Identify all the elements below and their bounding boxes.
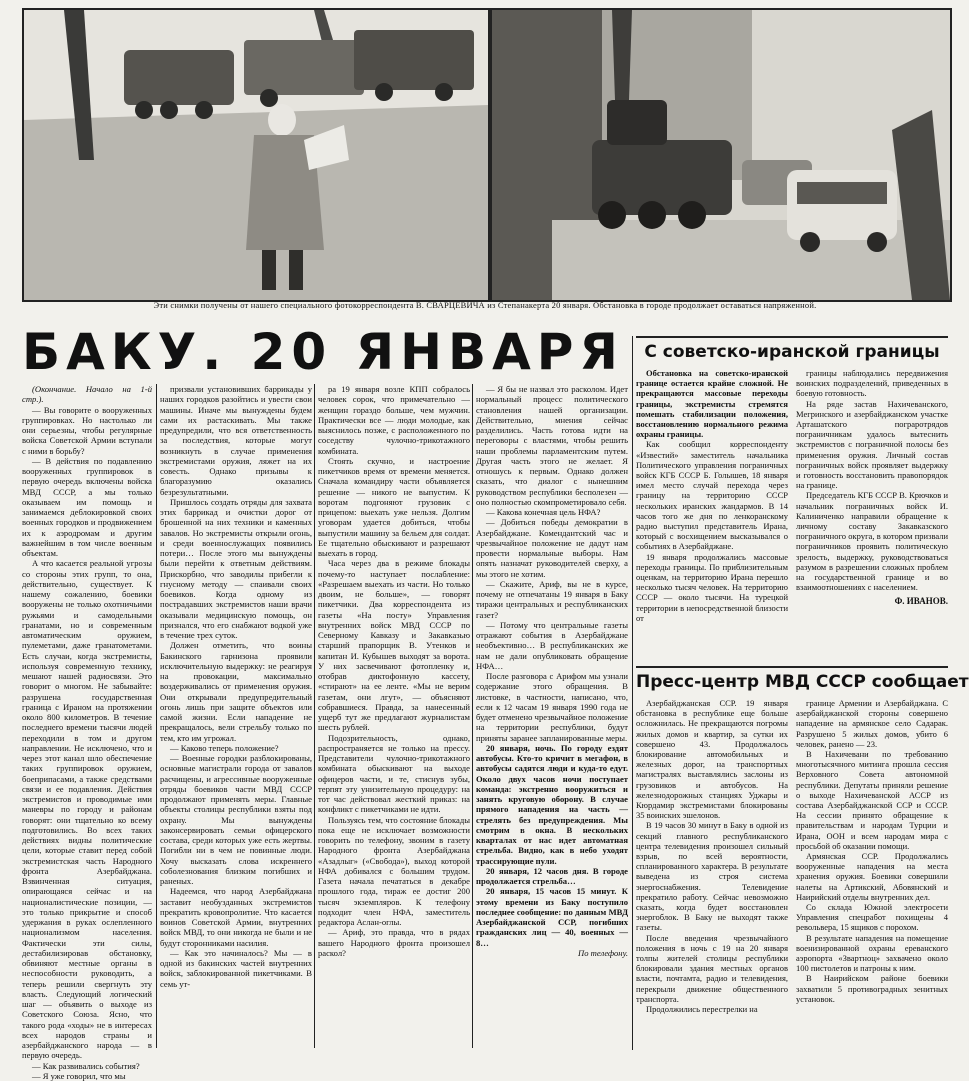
photo-right (490, 8, 952, 302)
press-center-title: Пресс-центр МВД СССР сообщает (636, 672, 969, 692)
article-paragraph: — Военные городки разблокированы, основные магистрали города от завалов расчищены, и агрессивные вооруженные отряды боевиков части МВД СССР продолжают применять меры. Главные объекты столицы республики взяты под охрану. Мы вынуждены законсервировать семьи офицерского состава, среди которых уже есть жертвы. Погибли ни в чем не повинные люди. Хочу высказать слова искреннего соболезнования близким погибших и раненых. (160, 753, 312, 886)
press-center-column-right (796, 698, 948, 1014)
article-column-4 (476, 384, 628, 1048)
article-signoff: По телефону. (578, 947, 628, 958)
article-paragraph: Часа через два в режиме блокады почему-то наступает послабление: «Разрешаем выехать из части. Но только двоим, не больше», — говорят пикетчики. Два корреспондента из газеты «На посту» Управления внутренних войск МВД СССР по Северному Кавказу и Закавказью старший прапорщик В. Утенков и капитан И. Кубышев выходят за ворота. У них засвечивают фотопленку и, отобрав диктофонную кассету, «стирают» на ее ленте. «Мы не верим газетам, они лгут», — объясняют собравшиеся. Правда, за нанесенный ущерб тут же предлагают журналистам шесть рублей. (318, 558, 470, 733)
article-paragraph: — Ариф, это правда, что в рядах вашего Народного фронта произошел раскол? (318, 927, 470, 958)
article-paragraph: 20 января, ночь. По городу ездят автобусы. Кто-то кричит в мегафон, в автобусы садятся люди и куда-то едут. Около двух часов ночи поступает команда: экстренно вооружиться и занять круговую оборону. В случае прямого нападения на часть — стрелять без предупреждения. Мы смотрим в окна. В нескольких кварталах от нас идет автоматная стрельба. Видно, как в небо уходят трассирующие пули. (476, 742, 628, 866)
box-paragraph: Армянская ССР. Продолжались вооруженные нападения на места хранения оружия. Боевики совершили налеты на Артикский, Абовянский и Наирийский отделы внутренних дел. (796, 851, 948, 902)
article-paragraph: Надеемся, что народ Азербайджана заставит необузданных экстремистов прекратить кровопролитие. Что касается воинов Советской Армии, внутренних войск МВД, то они никогда не были и не будут сторонниками насилия. (160, 886, 312, 948)
column-divider (632, 336, 633, 1050)
box-paragraph: В Наирийском районе боевики захватили 5 противоградных зенитных установок. (796, 973, 948, 1004)
border-report-title: С советско-иранской границы (644, 342, 940, 362)
article-paragraph: — Скажите, Ариф, вы не в курсе, почему не отпечатаны 19 января в Баку тиражи центральных и республиканских газет? (476, 578, 628, 620)
page-headline: БАКУ. 20 ЯНВАРЯ (22, 323, 624, 381)
press-center-column-left (636, 698, 788, 1014)
box-paragraph: Со склада Южной электросети Управления спецработ похищены 4 револьвера, 15 ящиков с порохом. (796, 902, 948, 933)
article-paragraph: — В действия по подавлению вооруженных группировок в первую очередь включены войска МВД СССР, а мы только оказываем им помощь и занимаемся деблокировкой своих военных городков и продвижением их к аэродромам и другим важнейшим в том числе военным объектам. (22, 455, 152, 558)
column-divider (314, 384, 315, 1048)
press-center-box (636, 666, 969, 1052)
photo-caption: Эти снимки получены от нашего специального фотокорреспондента В. СВАРЦЕВИЧА из Степанакерта 20 января. Обстановка в городе продолжает оставаться напряженной. (153, 300, 817, 310)
article-paragraph: — Как развивались события? (32, 1060, 140, 1071)
article-column-1 (22, 384, 152, 1081)
box-paragraph: В Нахичевани по требованию многотысячного митинга прошла сессия Верховного Совета автономной республики. Депутаты приняли решение о выходе Нахичеванской АССР из состава Азербайджанской ССР и СССР. На сессии принято обращение к правительствам и народам Турции и Ирана, ООН и всем народам мира с просьбой об оказании помощи. (796, 749, 948, 851)
article-paragraph: Пришлось создать отряды для захвата этих баррикад и очистки дорог от брошенной на них техники и каменных завалов. Но экстремисты открыли огонь, и среди военнослужащих появились потери… После этого мы вынуждены были перейти к ответным действиям. Прискорбно, что заводилы прибегли к гнусному методу — спаивали своих боевиков. Когда одному из пострадавших экстремистов наши врачи оказывали медицинскую помощь, он признался, что его снабжают водкой уже в течение трех суток. (160, 496, 312, 640)
article-paragraph: — Потому что центральные газеты отражают события в Азербайджане необъективно… В республиканских же нам не дали опубликовать обращение НФА… (476, 619, 628, 671)
border-report-box (636, 336, 948, 660)
article-paragraph: — Каково теперь положение? (170, 742, 279, 753)
box-paragraph: После введения чрезвычайного положения в ночь с 19 на 20 января толпы жителей столицы республики блокировали здания местных органов власти, почтамта, радио и телевидения, перекрыли движение общественного транспорта. (636, 932, 788, 1004)
box-paragraph: Председатель КГБ СССР В. Крючков и начальник пограничных войск И. Калиниченко направили обращение к личному составу Закавказского пограничного округа, в котором призвали пограничников проявить политическую зрелость, выдержку, руководствоваться разумом в разрешении сложных проблем на государственной границе и во взаимоотношениях с населением. (796, 490, 948, 593)
box-paragraph: границы наблюдались передвижения воинских подразделений, приведенных в боевую готовность. (796, 368, 948, 399)
continuation-note: (Окончание. Начало на 1-й стр.). (22, 384, 152, 405)
article-paragraph: — Я бы не назвал это расколом. Идет нормальный процесс политического становления нашей организации. Действительно, мнения сейчас разделились. Часть готова идти на переговоры с властями, чтобы решить наши проблемы парламентским путем. Другая часть этого не желает. Я отношусь к первым. Однако должен сказать, что диалог с нынешним руководством республики бесполезен — оно полностью скомпрометировало себя. (476, 384, 628, 507)
photo-left (22, 8, 490, 302)
column-divider (156, 384, 157, 1048)
article-paragraph: призвали установивших баррикады у наших городков разойтись и увести свои машины. Иначе мы вынуждены будем сами их растаскивать. Мы также предупредили, что вся ответственность за последствия, которые могут возникнуть в случае применения экстремистами оружия, ляжет на их совесть. Однако призывы к благоразумию оказались безрезультатными. (160, 384, 312, 497)
article-paragraph: ра 19 января возле КПП собралось человек сорок, что примечательно — женщин гораздо больше, чем мужчин. Практически все — люди молодые, как выяснилось позже, с расположенного по соседству чулочно-трикотажного комбината. (318, 384, 470, 456)
box-paragraph: В результате нападения на помещение военизированной охраны ереванского аэропорта «Звартноц» захвачено около 100 пистолетов и патроны к ним. (796, 932, 948, 974)
box-paragraph: 19 января продолжались массовые переходы границы. По приблизительным оценкам, на территорию Ирана перешло несколько тысяч человек. На территорию СССР — около тысячи. На турецкой территории в непосредственной близости от (636, 551, 788, 623)
box-paragraph: границе Армении и Азербайджана. С азербайджанской стороны совершено нападение на армянское село Садарак. Разрушено 5 жилых домов, убито 6 человек, ранено — 23. (796, 698, 948, 749)
box-paragraph: Азербайджанская ССР. 19 января обстановка в республике еще больше осложнилась. Не прекращаются погромы жилых домов и квартир, за сутки их совершено 43. Продолжалось блокирование автомобильных и железных дорог, на транспортных магистралях выставлялись заслоны из грузовиков и автобусов. На железнодорожных станциях Уджары и Кюрдамир экстремистами блокированы 35 воинских эшелонов. (636, 698, 788, 821)
article-paragraph: — Добиться победы демократии в Азербайджане. Комендантский час и чрезвычайное положение не дадут нам провести нормальные выборы. Нам опять назначат руководителей сверху, а мы этого не хотим. (476, 517, 628, 579)
column-divider (472, 384, 473, 1048)
box-paragraph: Продолжились перестрелки на (646, 1004, 758, 1015)
armored-vehicle-photo-image (492, 10, 950, 300)
box-paragraph: Обстановка на советско-иранской границе остается крайне сложной. Не прекращаются массовые переходы границы, экстремисты стремятся помешать стабилизации положения, восстановлению нормального режима охраны границы. (636, 368, 788, 440)
box-paragraph: В 19 часов 30 минут в Баку в одной из секций главного республиканского центра телевидения произошел сильный взрыв, по всей вероятности, спланированного характера. В результате выведена из строя система энергоснабжения. Телевидение прекратило работу. Сейчас невозможно сказать, когда будет восстановлен энергоблок. В Баку не выходят также газеты. (636, 820, 788, 933)
article-paragraph: Пользуясь тем, что состояние блокады пока еще не исключает возможности говорить по телефону, звоним в газету Народного фронта Азербайджана «Азадлыг» («Свобода»), выход которой НФА добивался с большим трудом. Газета начала печататься в декабре прошлого года, тираж ее достиг 200 тысяч экземпляров. К телефону подходит член НФА, заместитель редактора Аслан-оглы. (318, 814, 470, 927)
street-photo-image (24, 10, 488, 300)
article-paragraph: 20 января, 12 часов дня. В городе продолжается стрельба… (476, 865, 628, 886)
article-paragraph: Подозрительность, однако, распространяется не только на прессу. Представители чулочно-трикотажного комбината обыскивают на выходе офицеров части, и те, стиснув зубы, терпят эту унизительную процедуру: на тот час действовал жесткий приказ: на конфликт с пикетчиками не идти. (318, 732, 470, 815)
article-column-3 (318, 384, 470, 1048)
border-report-column-right (796, 368, 948, 623)
article-paragraph: — Какова конечная цель НФА? (486, 507, 601, 517)
author-signature: Ф. ИВАНОВ. (894, 596, 948, 607)
article-paragraph: Стоять скучно, и настроение пикетчиков время от времени меняется. Сначала командиру части объявляется решение — никого не выпустим. К воротам подгоняют грузовик с прицепом: выехать уже нельзя. Долгим уговорам удается добиться, чтобы выпустили машину за бельем для солдат. Ее тщательно обыскивают и разрешают выехать в город. (318, 455, 470, 558)
article-paragraph: Должен отметить, что воины Бакинского гарнизона проявили исключительную выдержку: не реагируя на провокации, максимально воздерживались от применения оружия. Они открывали предупредительный огонь лишь при защите объектов или самой жизни. Если нападение не прекращалось, вели стрельбу только по тем, кто им угрожал. (160, 640, 312, 743)
box-paragraph: Как сообщил корреспонденту «Известий» заместитель начальника Политического управления пограничных войск КГБ СССР Б. Голышев, 18 января имел место случай перехода через границу на территорию СССР нескольких иранских жандармов. В 14 часов того же дня по ленкоранскому радио выступил представитель Ирана, который с восхищением высказывался о событиях в Азербайджане. (636, 439, 788, 552)
article-paragraph: — Я уже говорил, что мы (32, 1070, 126, 1081)
border-report-column-left (636, 368, 788, 623)
box-paragraph: На ряде застав Нахичеванского, Мегринского и азербайджанском участке Арташатского пограротрядов пограничникам удалось вытеснить экстремистов с пограничной полосы без применения оружия. Личный состав пограничных войск проявляет выдержку и готовность восстановить правопорядок на границе. (796, 398, 948, 491)
article-paragraph: — Вы говорите о вооруженных группировках. Но настолько ли они серьезны, чтобы регулярные войска Советской Армии вступали с ними в борьбу? (22, 404, 152, 456)
article-column-2 (160, 384, 312, 1048)
article-paragraph: 20 января, 15 часов 15 минут. К этому времени из Баку поступило последнее сообщение: по данным МВД Азербайджанской ССР, погибших гражданских лиц — 40, военных — 8… (476, 886, 628, 948)
article-paragraph: — Как это начиналось? Мы — в одной из бакинских частей внутренних войск, заблокированной пикетчиками. В семь ут- (160, 947, 312, 989)
article-paragraph: А что касается реальной угрозы со стороны этих групп, то она, действительно, существует. К нашему сожалению, боевики вооружены не только охотничьими ружьями и самодельными гранатами, но и современным автоматическим оружием, пулеметами, даже гранатометами. Есть случаи, когда экстремисты, используя современную технику, мешают нашей радиосвязи. Это говорит о многом. Не забывайте: разрушена государственная граница с Ираном на протяжении около 800 километров. В течение последнего времени тысячи людей переходили в том и другом направлении. Не исключено, что и через этот канал шло обеспечение таких группировок оружием, боеприпасами, а также средствами связи и ее подавления. Действия экстремистов и проводимые ими маневры по городу и районам говорят: они тщательно ко всему подготовились. Во всех таких действиях видны политические цели, которые ставит перед собой экстремистская часть Народного фронта Азербайджана. Взвинченная ситуация, опирающаяся сейчас и на националистические позиции, — это только прикрытие и способ удержания в руках ослепленного национализмом населения. Фактически эти силы, дестабилизировав обстановку, обвиняют местные органы в неспособности руководить, а теперь решили свергнуть эту власть. Следующий логический шаг — объявить о выходе из Советского Союза. Ясно, что такого рода «ходы» не в интересах всех народов страны и азербайджанского народа — в первую очередь. (22, 558, 152, 1061)
article-paragraph: После разговора с Арифом мы узнали содержание этого обращения. В листовке, в частности, написано, что, если к 12 часам 19 января 1990 года не будет отменено чрезвычайное положение на территории республики, будут приняты заранее запланированные меры. (476, 671, 628, 743)
